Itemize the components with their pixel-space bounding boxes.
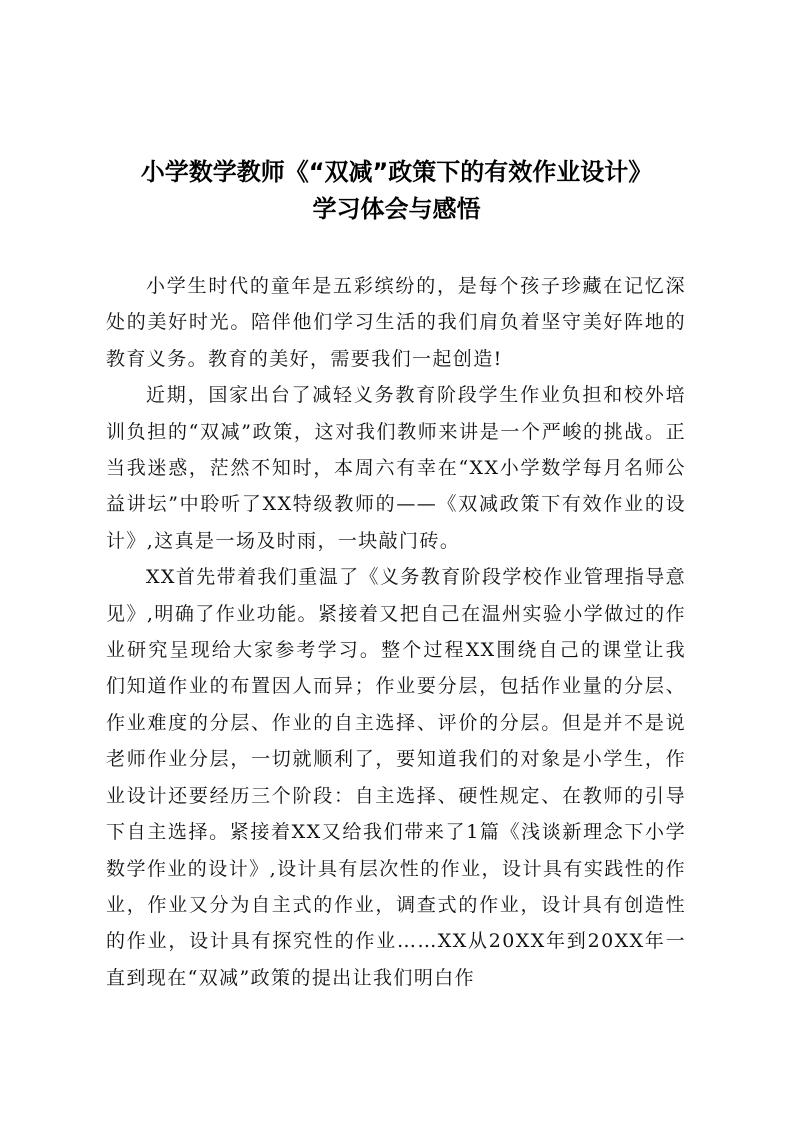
paragraph-2: 近期，国家出台了减轻义务教育阶段学生作业负担和校外培训负担的“双减”政策，这对我们教师来讲是一个严峻的挑战。正当我迷惑，茫然不知时，本周六有幸在“XX小学数学每月名师公益讲坛”中聆听了XX特级教师的——《双减政策下有效作业的设计》,这真是一场及时雨，一块敲门砖。 — [106, 384, 686, 552]
paragraph-1: 小学生时代的童年是五彩缤纷的，是每个孩子珍藏在记忆深处的美好时光。陪伴他们学习生活的我们肩负着坚守美好阵地的教育义务。教育的美好，需要我们一起创造! — [106, 275, 686, 370]
paragraph-3: XX首先带着我们重温了《义务教育阶段学校作业管理指导意见》,明确了作业功能。紧接着又把自己在温州实验小学做过的作业研究呈现给大家参考学习。整个过程XX围绕自己的课堂让我们知道作业的布置因人而异；作业要分层，包括作业量的分层、作业难度的分层、作业的自主选择、评价的分层。但是并不是说老师作业分层，一切就顺利了，要知道我们的对象是小学生，作业设计还要经历三个阶段：自主选择、硬性规定、在教师的引导下自主选择。紧接着XX又给我们带来了1篇《浅谈新理念下小学数学作业的设计》,设计具有层次性的作业，设计具有实践性的作业，作业又分为自主式的作业，调查式的作业，设计具有创造性的作业，设计具有探究性的作业……XX从20XX年到20XX年一直到现在“双减”政策的提出让我们明白作 — [106, 566, 686, 989]
document-body — [106, 268, 686, 996]
document-title-line-2: 学习体会与感悟 — [312, 195, 481, 223]
document-title-line-1: 小学数学教师《“双减”政策下的有效作业设计》 — [140, 158, 653, 186]
